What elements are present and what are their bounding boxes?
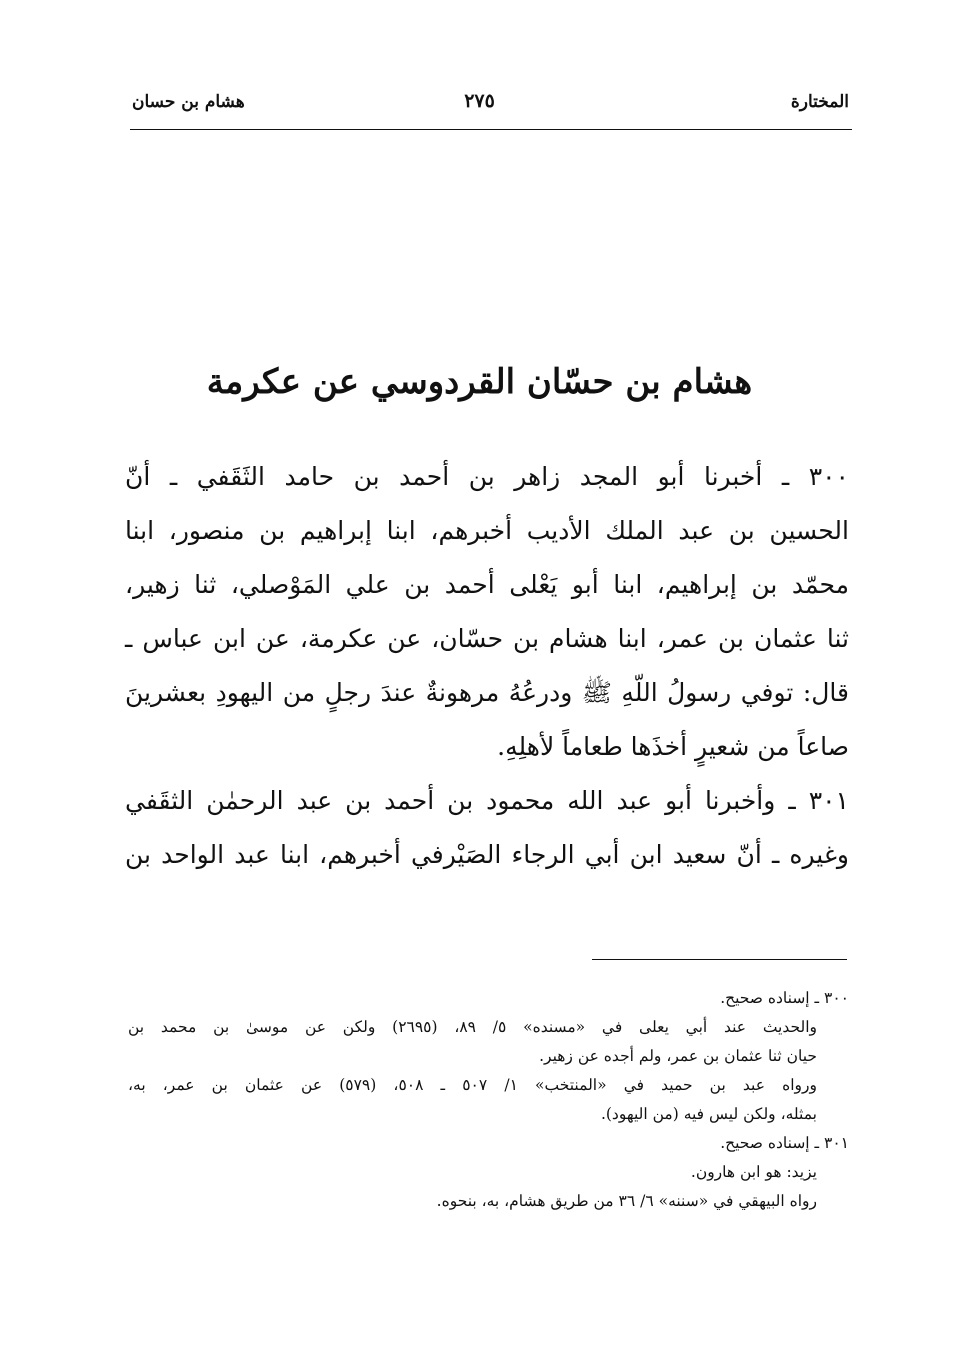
running-head-chapter: هشام بن حسان xyxy=(132,92,245,112)
text-line: محمّد بن إبراهيم، ابنا أبو يَعْلى أحمد بن علي المَوْصلي، ثنا زهير، xyxy=(125,570,849,599)
footnote-line: حيان ثنا عثمان بن عمر، ولم أجده عن زهير. xyxy=(539,1047,817,1065)
text-line: الحسين بن عبد الملك الأديب أخبرهم، ابنا إبراهيم بن منصور، ابنا xyxy=(125,516,849,545)
footnote-line: والحديث عند أبي يعلى في «مسنده» ٥/ ٨٩، (٢٦٩٥) ولكن عن موسىٰ بن محمد بن xyxy=(128,1018,818,1036)
text-line: ٣٠١ ـ وأخبرنا أبو عبد الله محمود بن أحمد بن عبد الرحمٰن الثقَفي xyxy=(125,786,849,815)
text-line: وغيره ـ أنّ سعيد ابن أبي الرجاء الصَيْرفي أخبرهم، ابنا عبد الواحد بن xyxy=(125,840,849,869)
footnote-line: يزيد: هو ابن هارون. xyxy=(690,1163,817,1181)
hadith-paragraph-301 xyxy=(125,774,849,882)
running-head-book-title: المختارة xyxy=(790,92,849,112)
text-line: قال: توفي رسولُ اللّهِ ﷺ ودرعُهُ مرهونةٌ عندَ رجلٍ من اليهودِ بعشرينَ xyxy=(125,678,849,707)
text-line: صاعاً من شعيرٍ أخذَها طعاماً لأهلِهِ. xyxy=(497,732,849,761)
text-line: ثنا عثمان بن عمر، ابنا هشام بن حسّان، عن عكرمة، عن ابن عباس ـ xyxy=(125,624,849,653)
footnote-separator xyxy=(592,959,847,960)
page-number: ٢٧٥ xyxy=(464,90,495,112)
footnote-line: بمثله، ولكن ليس فيه (من اليهود). xyxy=(600,1105,817,1123)
footnote-line: رواه البيهقي في «سننه» ٦/ ٣٦ من طريق هشام، به، بنحوه. xyxy=(436,1192,817,1210)
footnote-line: ٣٠١ ـ إسناده صحيح. xyxy=(720,1134,849,1152)
header-rule xyxy=(130,129,852,130)
footnote-line: ٣٠٠ ـ إسناده صحيح. xyxy=(720,989,849,1007)
text-line: ٣٠٠ ـ أخبرنا أبو المجد زاهر بن أحمد بن حامد الثَقَفي ـ أنّ xyxy=(125,462,849,491)
hadith-paragraph-300 xyxy=(125,450,849,774)
footnote-line: ورواه عبد بن حميد في «المنتخب» ١/ ٥٠٧ ـ ٥٠٨، (٥٧٩) عن عثمان بن عمر، به، xyxy=(128,1076,817,1094)
chapter-title: هشام بن حسّان القردوسي عن عكرمة xyxy=(206,362,753,402)
footnotes xyxy=(128,984,849,1216)
